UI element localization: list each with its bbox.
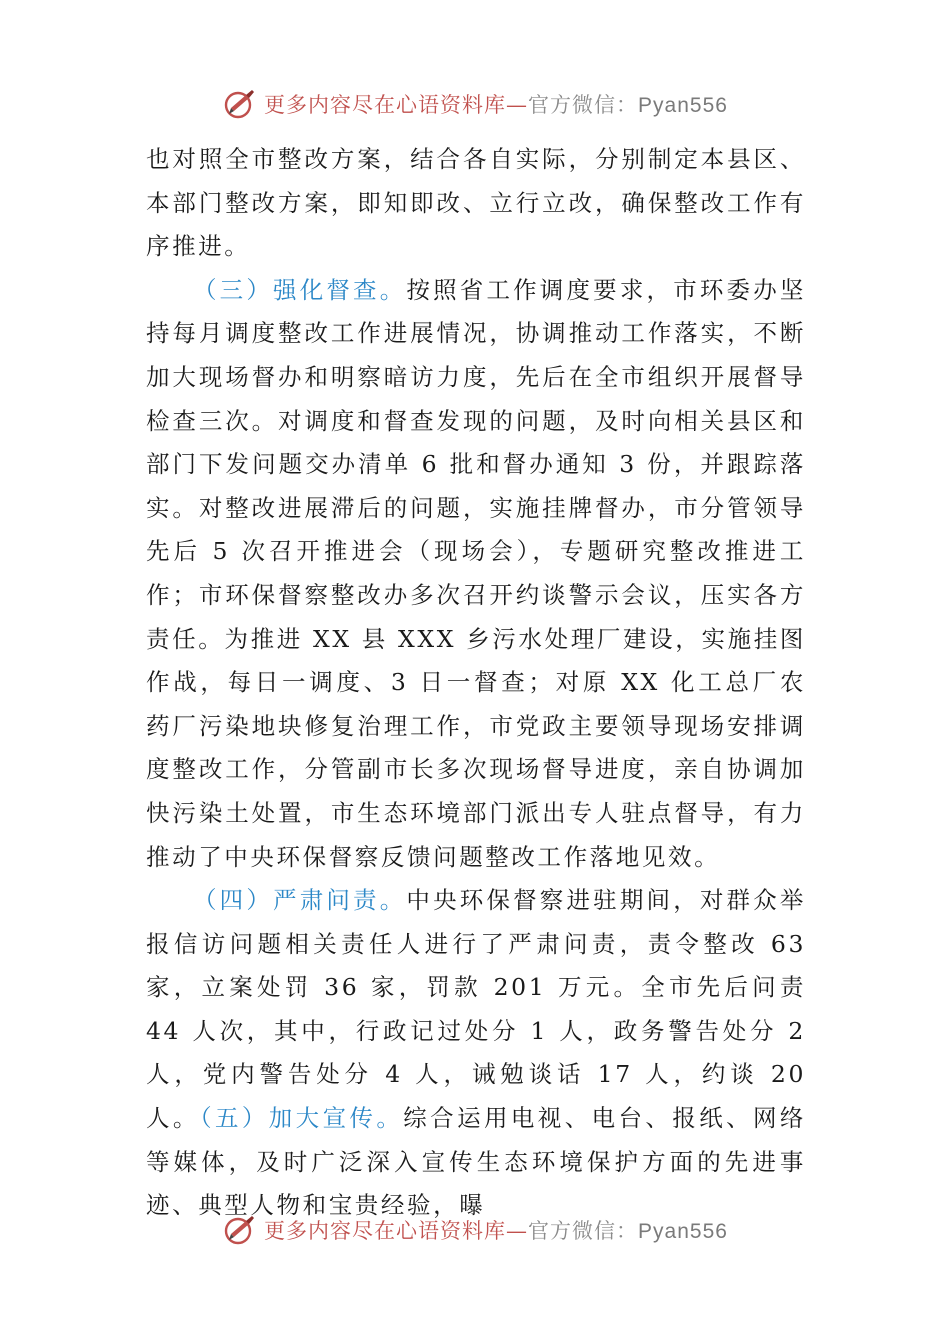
paragraph-1 [146,138,806,269]
paragraph-2 [146,269,806,879]
section-heading-3: （三）强化督查。 [193,275,407,304]
document-body [146,138,806,1228]
section-heading-5: （五）加大宣传。 [199,1104,404,1133]
banner-wechat-label: 官方微信： [528,1219,639,1243]
banner-text [264,89,728,119]
section-heading-4: （四）严肃问责。 [193,886,407,915]
logo-icon [222,1212,258,1248]
banner-wechat-label: 官方微信： [528,93,639,117]
banner-slogan: 更多内容尽在心语资料库— [264,93,529,117]
banner-slogan: 更多内容尽在心语资料库— [264,1219,529,1243]
paragraph-3-text-2: 综合运用电视、电台、报纸、网络等媒体，及时广泛深入宣传生态环境保护方面的先进事迹、典型人物和宝贵经验，曝 [146,1104,807,1220]
paragraph-3-text: 中央环保督察进驻期间，对群众举报信访问题相关责任人进行了严肃问责，责令整改 63 家，立案处罚 36 家，罚款 201 万元。全市先后问责 44 人次，其中，行政记过处分 1 人，政务警告处分 2 人，党内警告处分 4 人，诫勉谈话 17 人，约谈 20 人。 [146,886,806,1133]
logo-icon [222,86,258,122]
banner-wechat-id: Pyan556 [638,94,728,117]
paragraph-2-text: 按照省工作调度要求，市环委办坚持每月调度整改工作进展情况，协调推动工作落实，不断加大现场督办和明察暗访力度，先后在全市组织开展督导检查三次。对调度和督查发现的问题，及时向相关县区和部门下发问题交办清单 6 批和督办通知 3 份，并跟踪落实。对整改进展滞后的问题，实施挂牌督办，市分管领导先后 5 次召开推进会（现场会），专题研究整改推进工作；市环保督察整改办多次召开约谈警示会议，压实各方责任。为推进 XX 县 XXX 乡污水处理厂建设，实施挂图作战，每日一调度、3 日一督查；对原 XX 化工总厂农药厂污染地块修复治理工作，市党政主要领导现场安排调度整改工作，分管副市长多次现场督导进度，亲自协调加快污染土处置，市生态环境部门派出专人驻点督导，有力推动了中央环保督察反馈问题整改工作落地见效。 [146,275,806,871]
header-banner [0,84,950,124]
footer-banner [0,1210,950,1250]
paragraph-3 [146,879,806,1228]
banner-wechat-id: Pyan556 [638,1220,728,1243]
paragraph-1-text: 也对照全市整改方案，结合各自实际，分别制定本县区、本部门整改方案，即知即改、立行立改，确保整改工作有序推进。 [146,145,806,261]
banner-text [264,1215,728,1245]
